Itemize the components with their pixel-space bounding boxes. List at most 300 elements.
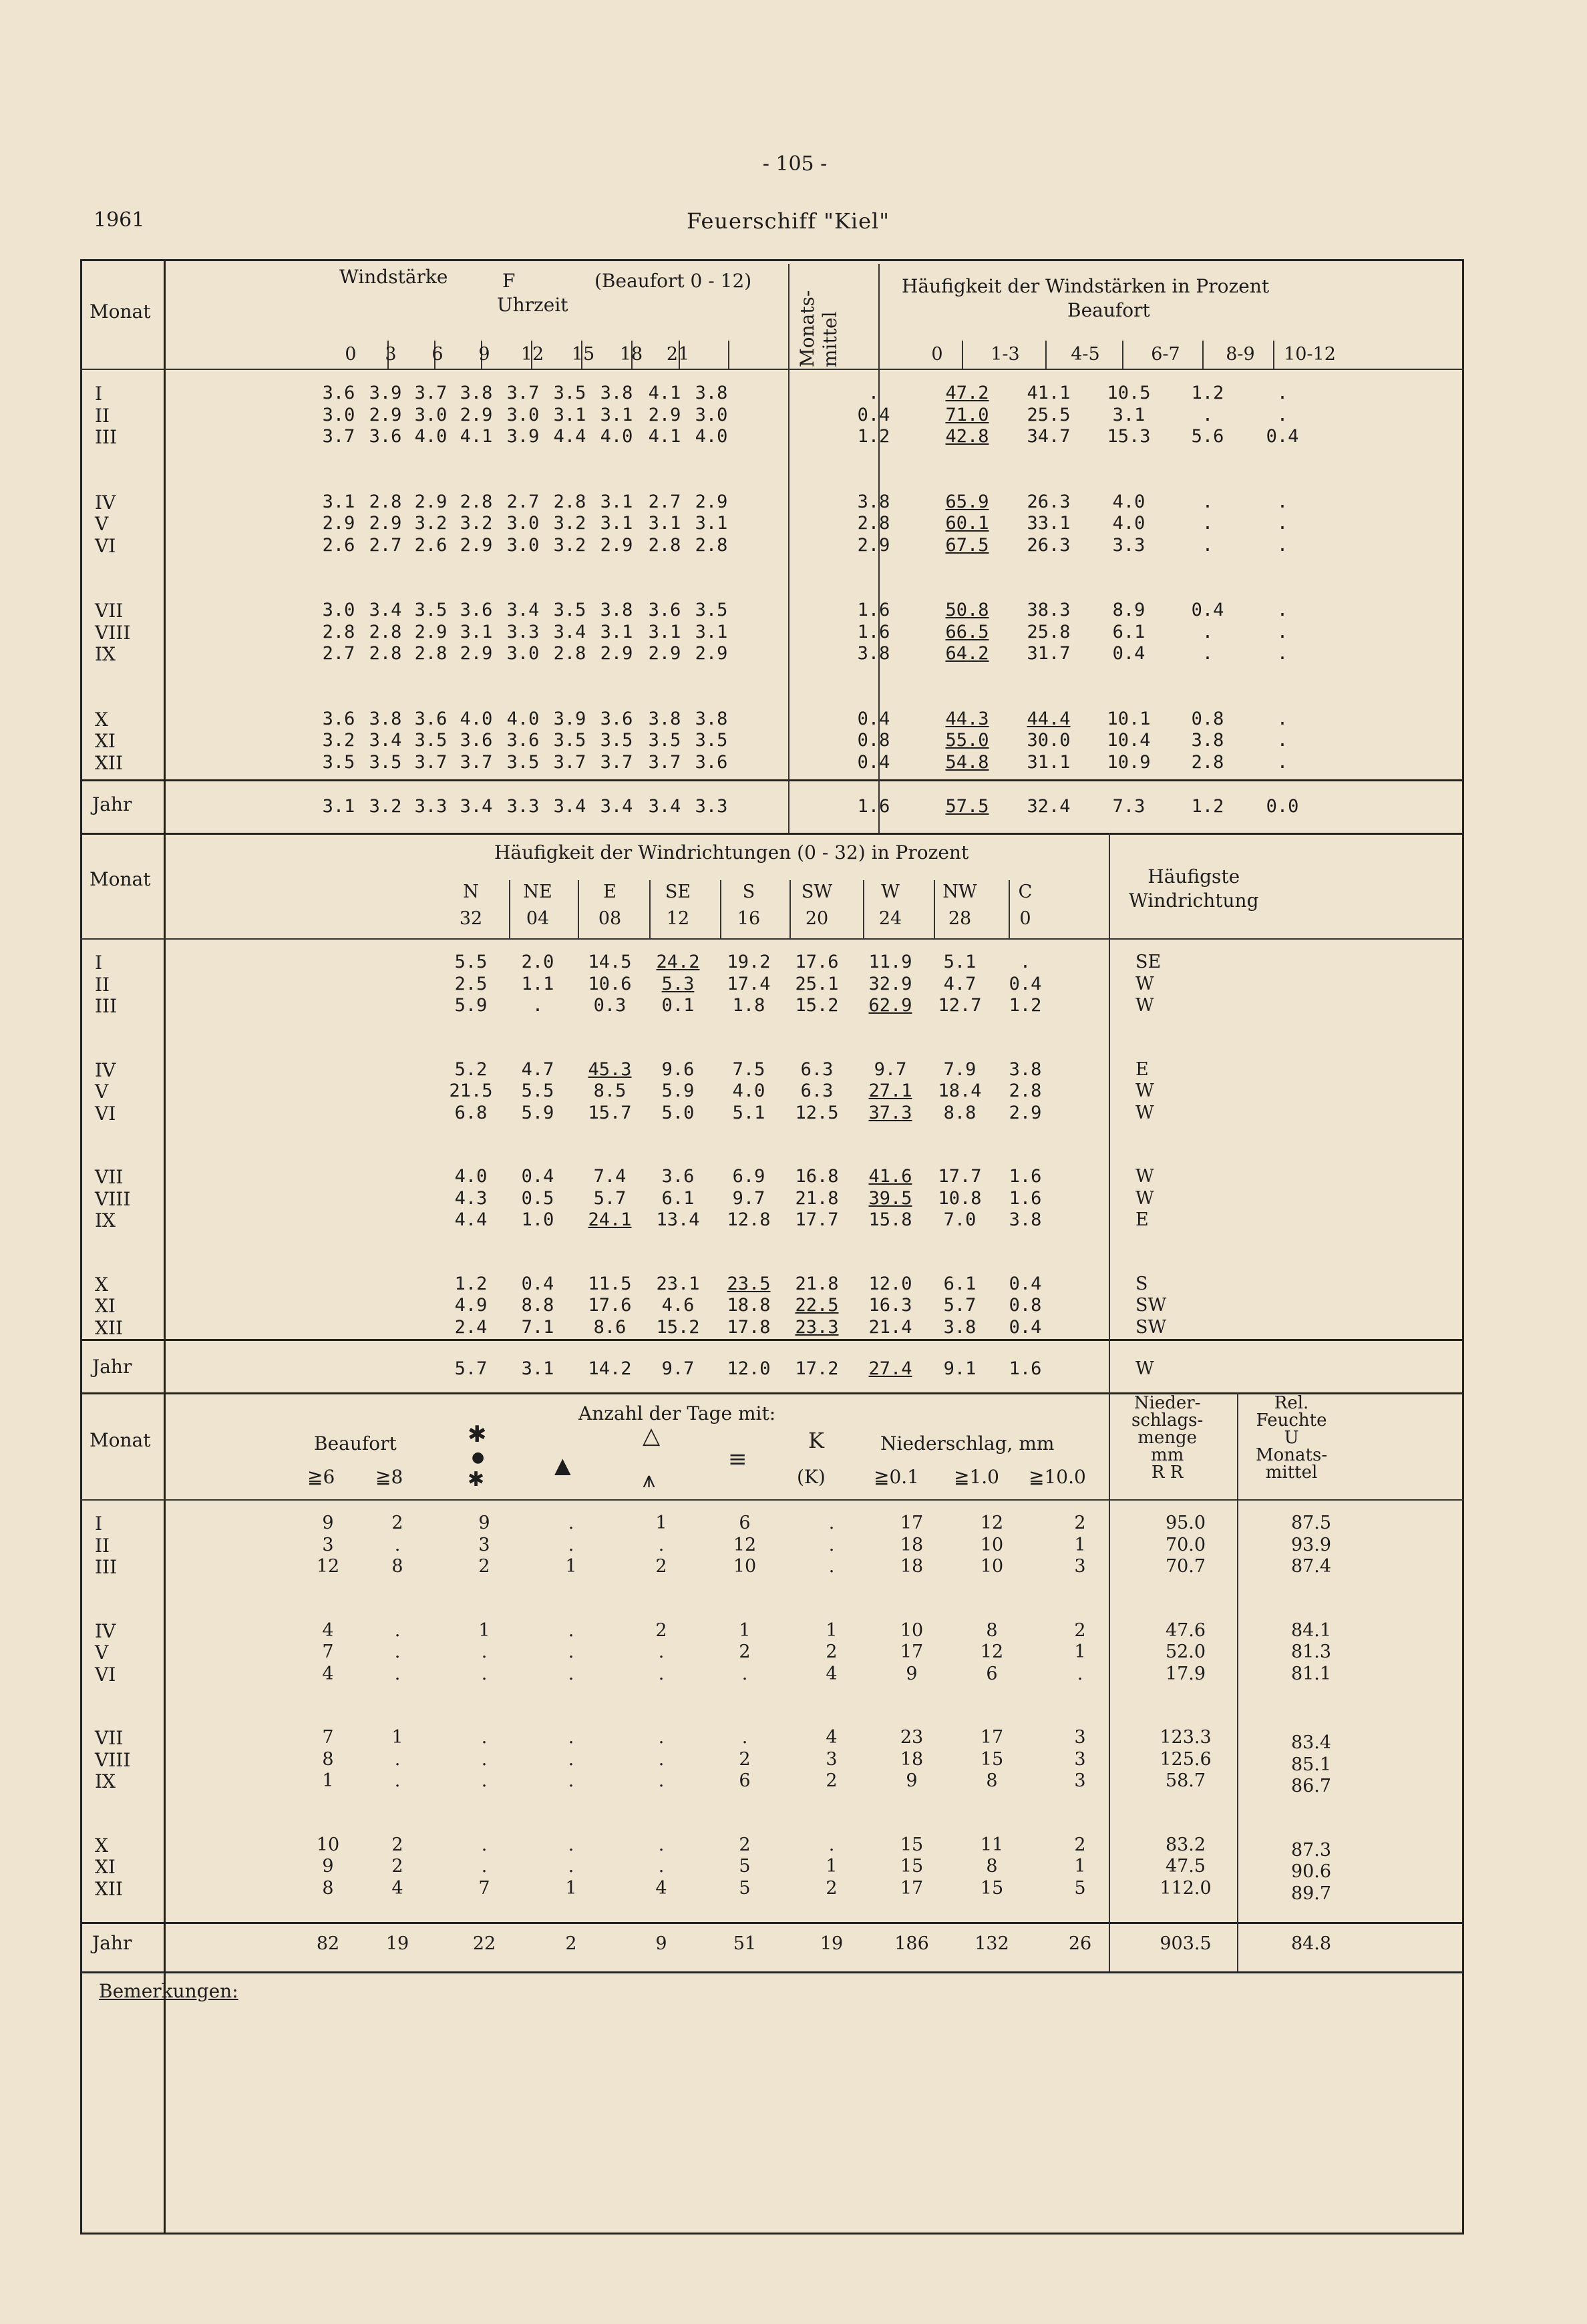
table-cell: 23.3 <box>795 1316 839 1338</box>
table-cell: 2.8 <box>695 534 728 556</box>
table-cell: 2 <box>1074 1834 1086 1855</box>
table-cell: 8.6 <box>593 1316 627 1338</box>
rule <box>80 369 1464 370</box>
table-cell: 81.3 <box>1290 1641 1332 1662</box>
table-cell: . <box>658 1748 665 1770</box>
table-cell: 17.7 <box>938 1166 982 1187</box>
table-cell: 12 <box>316 1556 340 1577</box>
table-cell: 3.2 <box>460 513 493 534</box>
rule <box>80 1499 1464 1501</box>
table-cell: 3.6 <box>661 1166 695 1187</box>
beaufort-class-header: 10-12 <box>1284 344 1336 365</box>
table-cell: 6 <box>739 1770 751 1791</box>
table-cell: 41.1 <box>1027 383 1071 403</box>
table-cell: 2.6 <box>414 534 448 556</box>
table-cell: 52.0 <box>1165 1641 1206 1662</box>
month-label: X <box>95 708 108 731</box>
uhrzeit-label: Uhrzeit <box>497 294 568 316</box>
table-cell: . <box>394 1663 401 1684</box>
year-total-cell: 0.0 <box>1266 796 1299 817</box>
table-cell: E <box>1135 1209 1149 1230</box>
table-cell: 16.8 <box>795 1166 839 1187</box>
table-cell: 17 <box>980 1727 1004 1748</box>
table-cell: 10 <box>980 1534 1004 1555</box>
table-cell: 2.9 <box>695 643 728 664</box>
table-cell: 1.2 <box>1191 383 1224 403</box>
column-rule <box>788 264 789 779</box>
hour-header: 0 <box>345 344 357 365</box>
table-cell: 4 <box>655 1877 667 1899</box>
table-cell: 3.8 <box>857 643 890 664</box>
month-label: V <box>95 1641 109 1664</box>
direction-header: W <box>881 882 900 902</box>
table-cell: 3.8 <box>857 491 890 512</box>
direction-code: 32 <box>459 908 483 929</box>
table-cell: 15.8 <box>868 1209 912 1230</box>
year-total-cell: 3.2 <box>369 796 402 817</box>
n01-label: ≧0.1 <box>874 1466 919 1488</box>
month-label: II <box>95 1534 110 1557</box>
table-cell: 2.9 <box>460 404 493 425</box>
table-cell: 12.8 <box>727 1209 771 1230</box>
table-cell: 2.8 <box>1191 751 1224 773</box>
month-label: III <box>95 426 118 448</box>
table-cell: 1.6 <box>1009 1187 1042 1209</box>
column-rule <box>788 779 789 833</box>
beaufort-class-header: 8-9 <box>1226 344 1255 365</box>
snow-icon: ✱ <box>468 1421 487 1448</box>
table-cell: 1 <box>391 1727 403 1748</box>
windstaerke-symbol: F <box>502 270 516 292</box>
table-cell: 3.5 <box>553 383 586 403</box>
beaufort-sub: Beaufort <box>1067 299 1150 321</box>
table-cell: . <box>1276 621 1288 642</box>
table-cell: 4.0 <box>695 426 728 447</box>
month-label: VI <box>95 1663 116 1686</box>
table-cell: 1.6 <box>857 600 890 620</box>
column-rule <box>1109 833 1110 1339</box>
table-cell: 1.8 <box>732 995 765 1016</box>
table-cell: . <box>568 1619 574 1641</box>
table-cell: 9 <box>478 1513 490 1533</box>
table-cell: 2.8 <box>553 643 586 664</box>
month-label: X <box>95 1273 108 1296</box>
table-cell: 1.2 <box>1009 995 1042 1016</box>
table-cell: 8 <box>322 1877 334 1899</box>
table-cell: . <box>1276 751 1288 773</box>
table-cell: 4.0 <box>732 1081 765 1101</box>
table-cell: 3.7 <box>648 751 681 773</box>
table-cell: 17 <box>900 1513 924 1533</box>
table-cell: . <box>1202 513 1214 534</box>
table-cell: . <box>394 1619 401 1641</box>
table-cell: 12 <box>733 1534 757 1555</box>
table-cell: 3.0 <box>506 404 540 425</box>
fog-icon: ≡ <box>728 1446 747 1473</box>
table-cell: . <box>741 1727 748 1748</box>
table-cell: 3.4 <box>369 600 402 620</box>
table-cell: 0.4 <box>521 1273 554 1294</box>
niederschlag-label: Niederschlag, mm <box>880 1432 1055 1455</box>
rain-snow-icon: ● <box>472 1449 485 1466</box>
table-cell: 0.8 <box>1191 708 1224 729</box>
direction-header: C <box>1018 882 1033 902</box>
table-cell: 2 <box>826 1877 838 1899</box>
table-cell: 7 <box>322 1727 334 1748</box>
table-cell: 2.9 <box>322 513 355 534</box>
table-cell: . <box>1077 1663 1083 1684</box>
ge6-label: ≧6 <box>307 1466 335 1488</box>
table-cell: 93.9 <box>1290 1534 1332 1555</box>
windrichtungen-title: Häufigkeit der Windrichtungen (0 - 32) in Prozent <box>494 841 969 863</box>
table-cell: 3.5 <box>553 730 586 751</box>
table-cell: . <box>1276 513 1288 534</box>
table-cell: . <box>481 1663 488 1684</box>
month-label: V <box>95 513 109 535</box>
rule <box>80 833 1464 835</box>
column-rule <box>1122 341 1123 369</box>
table-cell: . <box>568 1856 574 1877</box>
year-total-cell: 27.4 <box>868 1358 912 1379</box>
table-cell: 13.4 <box>656 1209 700 1230</box>
hour-header: 15 <box>571 344 595 365</box>
table-cell: 3.5 <box>600 730 633 751</box>
table-cell: W <box>1135 1166 1154 1187</box>
table-cell: . <box>1202 491 1214 512</box>
table-cell: . <box>1276 730 1288 751</box>
table-cell: 2.8 <box>460 491 493 512</box>
table-cell: 3.6 <box>648 600 681 620</box>
column-rule <box>1045 341 1047 369</box>
table-cell: 2.9 <box>369 513 402 534</box>
table-cell: 3.9 <box>506 426 540 447</box>
table-cell: 1 <box>739 1619 751 1641</box>
month-label: IV <box>95 1058 116 1081</box>
table-cell: 5.6 <box>1191 426 1224 447</box>
table-cell: 9 <box>322 1856 334 1877</box>
table-cell: 15 <box>980 1877 1004 1899</box>
table-cell: 5.7 <box>593 1187 627 1209</box>
month-label: IV <box>95 491 116 514</box>
table-cell: 3.8 <box>600 383 633 403</box>
month-label: XII <box>95 1316 124 1339</box>
table-cell: . <box>394 1748 401 1770</box>
year-total-cell: 32.4 <box>1027 796 1071 817</box>
rule <box>80 779 1464 781</box>
table-cell: 4 <box>322 1619 334 1641</box>
beaufort-class-header: 4-5 <box>1071 344 1100 365</box>
table-cell: 5.5 <box>454 952 488 972</box>
table-cell: 2.9 <box>600 534 633 556</box>
month-label: IX <box>95 1770 116 1792</box>
column-rule <box>728 341 729 369</box>
table-cell: 8.5 <box>593 1081 627 1101</box>
table-cell: 5.9 <box>521 1102 554 1123</box>
year-total-cell: 3.4 <box>460 796 493 817</box>
table-cell: 22.5 <box>795 1295 839 1316</box>
table-cell: 2.7 <box>322 643 355 664</box>
table-cell: 3.5 <box>695 730 728 751</box>
month-label: XI <box>95 730 116 752</box>
table-cell: 3.6 <box>600 708 633 729</box>
table-cell: 12 <box>980 1641 1004 1662</box>
table-cell: 17.9 <box>1165 1663 1206 1684</box>
direction-code: 24 <box>878 908 902 929</box>
table-cell: 41.6 <box>868 1166 912 1187</box>
table-cell: . <box>1202 643 1214 664</box>
table-cell: 9 <box>906 1663 918 1684</box>
month-label: XI <box>95 1295 116 1317</box>
table-cell: . <box>568 1727 574 1748</box>
table-cell: 10.6 <box>588 973 632 994</box>
table-cell: . <box>741 1663 748 1684</box>
table-cell: 3.3 <box>1112 534 1145 556</box>
table-cell: SW <box>1135 1295 1167 1316</box>
table-cell: 44.3 <box>945 708 989 729</box>
table-cell: 83.4 <box>1290 1732 1332 1753</box>
table-cell: 45.3 <box>588 1058 632 1080</box>
table-cell: 9 <box>906 1770 918 1791</box>
table-cell: . <box>481 1770 488 1791</box>
table-cell: 27.1 <box>868 1081 912 1101</box>
table-cell: 2.9 <box>648 643 681 664</box>
table-cell: 2.9 <box>414 621 448 642</box>
page-number: - 105 - <box>762 152 828 176</box>
year-total-cell: 82 <box>316 1933 340 1954</box>
table-cell: 4.1 <box>460 426 493 447</box>
table-cell: . <box>568 1748 574 1770</box>
table-cell: 2 <box>1074 1619 1086 1641</box>
table-cell: 30.0 <box>1027 730 1071 751</box>
table-cell: 125.6 <box>1160 1748 1212 1770</box>
table-cell: 4.0 <box>506 708 540 729</box>
table-cell: 5.0 <box>661 1102 695 1123</box>
table-cell: . <box>1276 643 1288 664</box>
table-cell: 3.1 <box>1112 404 1145 425</box>
table-cell: 8 <box>391 1556 403 1577</box>
table-cell: 3.9 <box>369 383 402 403</box>
table-cell: 1 <box>1074 1534 1086 1555</box>
table-cell: 3.9 <box>553 708 586 729</box>
table-cell: 15.3 <box>1107 426 1151 447</box>
table-cell: 19.2 <box>727 952 771 972</box>
table-cell: 2.8 <box>369 643 402 664</box>
table-cell: . <box>828 1534 835 1555</box>
direction-header: NW <box>942 882 977 902</box>
table-cell: 3.0 <box>506 534 540 556</box>
table-cell: 21.8 <box>795 1187 839 1209</box>
table-cell: 2.9 <box>648 404 681 425</box>
windstaerke-title: Windstärke <box>339 266 448 288</box>
direction-header: S <box>742 882 755 902</box>
table-cell: 24.1 <box>588 1209 632 1230</box>
table-cell: 2.0 <box>521 952 554 972</box>
table-cell: 4.4 <box>454 1209 488 1230</box>
table-cell: 18 <box>900 1748 924 1770</box>
table-cell: 87.3 <box>1290 1839 1332 1861</box>
table-cell: 3.7 <box>506 383 540 403</box>
table-cell: . <box>658 1856 665 1877</box>
table-cell: 3.5 <box>369 751 402 773</box>
table-cell: 5.1 <box>732 1102 765 1123</box>
table-cell: 12 <box>980 1513 1004 1533</box>
hour-header: 9 <box>478 344 490 365</box>
year-total-cell: 1.2 <box>1191 796 1224 817</box>
table-cell: 2.8 <box>553 491 586 512</box>
hour-header: 21 <box>666 344 690 365</box>
table-cell: 0.5 <box>521 1187 554 1209</box>
table-cell: 3.6 <box>506 730 540 751</box>
column-rule <box>1237 1392 1238 1922</box>
storm-icon: K <box>808 1428 824 1453</box>
table-cell: 3.7 <box>553 751 586 773</box>
table-cell: 3.8 <box>943 1316 977 1338</box>
table-cell: 65.9 <box>945 491 989 512</box>
table-cell: 17.6 <box>588 1295 632 1316</box>
table-cell: 25.5 <box>1027 404 1071 425</box>
table-cell: 6.9 <box>732 1166 765 1187</box>
table-cell: 18.8 <box>727 1295 771 1316</box>
table-cell: 3.8 <box>695 383 728 403</box>
table-cell: . <box>532 995 544 1016</box>
table-cell: 17.4 <box>727 973 771 994</box>
column-rule <box>1109 1392 1110 1922</box>
table-cell: 6.8 <box>454 1102 488 1123</box>
table-cell: 3.6 <box>460 730 493 751</box>
table-cell: 3.8 <box>600 600 633 620</box>
jahr-label: Jahr <box>92 1932 132 1954</box>
table-cell: SW <box>1135 1316 1167 1338</box>
table-cell: 1 <box>565 1556 577 1577</box>
table-cell: 1.2 <box>454 1273 488 1294</box>
table-cell: . <box>828 1556 835 1577</box>
table-cell: 3.1 <box>648 621 681 642</box>
table-cell: 2.9 <box>600 643 633 664</box>
table-cell: 9 <box>322 1513 334 1533</box>
table-cell: 5.2 <box>454 1058 488 1080</box>
table-cell: 86.7 <box>1290 1776 1332 1796</box>
table-cell: 2.8 <box>648 534 681 556</box>
table-cell: 70.7 <box>1165 1556 1206 1577</box>
table-cell: 3.8 <box>460 383 493 403</box>
column-rule <box>1109 1922 1110 1971</box>
table-cell: 3.1 <box>600 621 633 642</box>
table-cell: 3 <box>1074 1556 1086 1577</box>
table-cell: 16.3 <box>868 1295 912 1316</box>
table-cell: 23.1 <box>656 1273 700 1294</box>
table-cell: 2 <box>391 1513 403 1533</box>
table-cell: 1 <box>1074 1641 1086 1662</box>
table-cell: 2.5 <box>454 973 488 994</box>
table-cell: 8 <box>986 1856 998 1877</box>
table-cell: 0.4 <box>1009 973 1042 994</box>
direction-code: 0 <box>1019 908 1031 929</box>
table-cell: 2 <box>739 1748 751 1770</box>
table-cell: . <box>658 1534 665 1555</box>
table-cell: 4.0 <box>1112 491 1145 512</box>
table-cell: 2.9 <box>695 491 728 512</box>
table-cell: 18.4 <box>938 1081 982 1101</box>
table-cell: 112.0 <box>1160 1877 1212 1899</box>
table-cell: 10 <box>733 1556 757 1577</box>
table-cell: 3.1 <box>695 513 728 534</box>
table-cell: 17 <box>900 1877 924 1899</box>
table-cell: . <box>828 1513 835 1533</box>
table-cell: 15.2 <box>795 995 839 1016</box>
table-cell: 9.7 <box>874 1058 907 1080</box>
table-cell: 1 <box>655 1513 667 1533</box>
table-cell: 2.7 <box>648 491 681 512</box>
table-cell: 2 <box>655 1556 667 1577</box>
table-cell: 3.6 <box>322 383 355 403</box>
table-cell: 6.3 <box>800 1058 834 1080</box>
rule <box>80 1922 1464 1924</box>
direction-header: E <box>603 882 616 902</box>
year-total-cell: 26 <box>1068 1933 1092 1954</box>
table-cell: . <box>868 383 880 403</box>
table-cell: 2.8 <box>322 621 355 642</box>
table-cell: S <box>1135 1273 1148 1294</box>
table-cell: . <box>568 1663 574 1684</box>
table-cell: 10.4 <box>1107 730 1151 751</box>
table-cell: W <box>1135 995 1154 1016</box>
table-cell: 17.7 <box>795 1209 839 1230</box>
year-total-cell: 3.3 <box>695 796 728 817</box>
table-cell: 10.1 <box>1107 708 1151 729</box>
table-cell: 66.5 <box>945 621 989 642</box>
hour-header: 3 <box>385 344 397 365</box>
table-cell: . <box>1202 404 1214 425</box>
table-cell: 2.9 <box>460 534 493 556</box>
table-cell: . <box>658 1727 665 1748</box>
n10-label: ≧1.0 <box>954 1466 999 1488</box>
table-cell: 0.4 <box>857 751 890 773</box>
table-cell: 3.8 <box>648 708 681 729</box>
table-cell: . <box>658 1834 665 1855</box>
table-cell: . <box>1276 534 1288 556</box>
table-cell: 1 <box>478 1619 490 1641</box>
rel-feuchte-label: Rel. Feuchte U Monats- mittel <box>1256 1393 1328 1483</box>
table-cell: 4.7 <box>521 1058 554 1080</box>
beaufort-range: (Beaufort 0 - 12) <box>594 270 752 292</box>
year-total-cell: 5.7 <box>454 1358 488 1379</box>
table-cell: 2.8 <box>414 643 448 664</box>
table-cell: 3.5 <box>648 730 681 751</box>
table-cell: 5.1 <box>943 952 977 972</box>
table-cell: . <box>1276 708 1288 729</box>
table-cell: 3.8 <box>1009 1209 1042 1230</box>
year-total-cell: 2 <box>565 1933 577 1954</box>
table-cell: . <box>1276 404 1288 425</box>
thunder-icon: △ <box>643 1422 661 1449</box>
table-cell: 9.7 <box>732 1187 765 1209</box>
year-label: 1961 <box>94 208 145 232</box>
month-label: I <box>95 952 103 974</box>
table-cell: 0.8 <box>857 730 890 751</box>
month-label: XII <box>95 751 124 774</box>
table-cell: 3.8 <box>1009 1058 1042 1080</box>
table-cell: 15.2 <box>656 1316 700 1338</box>
table-cell: 18 <box>900 1534 924 1555</box>
month-label: IX <box>95 1209 116 1231</box>
month-label: X <box>95 1834 108 1857</box>
table-cell: 3.5 <box>553 600 586 620</box>
table-cell: . <box>481 1727 488 1748</box>
table-cell: 26.3 <box>1027 534 1071 556</box>
year-total-cell: 57.5 <box>945 796 989 817</box>
station-title: Feuerschiff "Kiel" <box>686 208 890 234</box>
table-cell: 70.0 <box>1165 1534 1206 1555</box>
